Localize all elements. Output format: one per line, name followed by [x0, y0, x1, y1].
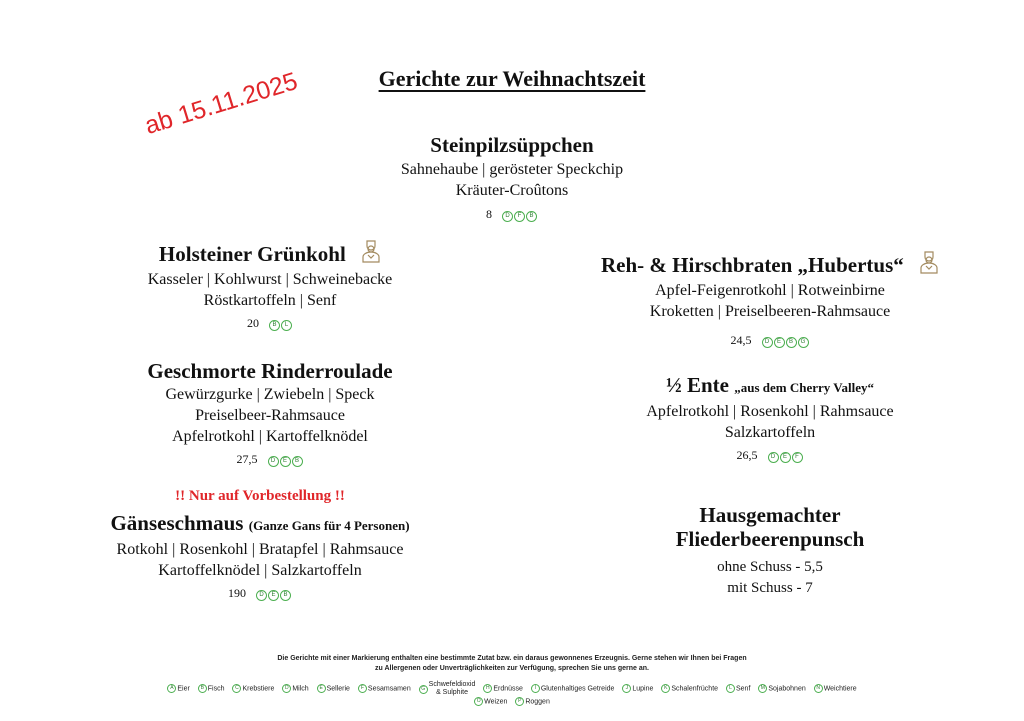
allergen-badge: A [167, 684, 176, 693]
dish-title-row [560, 373, 980, 400]
dish-line: Kräuter-Croûtons [455, 182, 569, 199]
legend-label: Fisch [207, 685, 225, 693]
dish-title-row [560, 250, 980, 279]
legend-label: Sojabohnen [768, 685, 806, 693]
allergen-badge: D [768, 452, 779, 463]
chef-icon [361, 239, 381, 268]
legend-item [758, 684, 805, 694]
dish-line: Preiselbeer-Rahmsauce [195, 407, 345, 424]
allergen-badge: P [515, 697, 524, 706]
date-stamp: ab 15.11.2025 [141, 67, 301, 141]
legend-label: Milch [292, 685, 309, 693]
allergen-badge: B [280, 590, 291, 601]
dish-title-row [40, 511, 480, 538]
allergen-badge: M [758, 684, 767, 693]
legend-label: Glutenhaltiges Getreide [540, 685, 615, 693]
legend-item [282, 684, 308, 694]
page-title: Gerichte zur Weihnachtszeit [378, 66, 646, 91]
allergen-badge: F [792, 452, 803, 463]
dish-line: Gewürzgurke | Zwiebeln | Speck [165, 386, 375, 403]
legend-item [483, 684, 523, 694]
drink-punsch [560, 503, 980, 599]
allergen-badge: B [292, 456, 303, 467]
legend-label: Senf [736, 685, 751, 693]
dish-line: Kasseler | Kohlwurst | Schweinebacke [147, 271, 393, 288]
legend-label: & Sulphite [436, 689, 468, 696]
legend-row [0, 681, 1024, 697]
allergen-badge: F [514, 211, 525, 222]
dish-price: 26,5 [736, 448, 758, 462]
dish-price-row [312, 206, 712, 223]
allergen-badge: B [786, 337, 797, 348]
allergen-badge: O [474, 697, 483, 706]
legend-item [232, 684, 274, 694]
legend-item [814, 684, 857, 694]
allergen-legend [0, 681, 1024, 708]
legend-label: Schwefeldioxid [428, 681, 476, 688]
dish-line: Kartoffelknödel | Salzkartoffeln [158, 562, 362, 579]
drink-option: ohne Schuss - 5,5 [717, 559, 823, 575]
allergen-badge: E [280, 456, 291, 467]
allergen-badge: H [483, 684, 492, 693]
allergen-badge: E [774, 337, 785, 348]
dish-price-row [60, 451, 480, 468]
allergen-badge: J [622, 684, 631, 693]
dish-title: Steinpilzsüppchen [430, 133, 594, 157]
dish-line: Röstkartoffeln | Senf [203, 292, 337, 309]
allergen-badges [762, 333, 810, 349]
dish-price: 24,5 [730, 333, 752, 347]
preorder-warning: !! Nur auf Vorbestellung !! [175, 488, 345, 504]
dish-title-note: „aus dem Cherry Valley“ [734, 380, 874, 395]
allergen-note-line: Die Gerichte mit einer Markierung enthalten eine bestimmte Zutat bzw. ein daraus gewonnenes Erzeugnis. Gerne stehen wir Ihnen bei Fragen [277, 655, 747, 662]
allergen-badge: I [531, 684, 540, 693]
dish-price-row [560, 447, 980, 464]
legend-item [167, 684, 189, 694]
allergen-badge: L [726, 684, 735, 693]
allergen-badge: D [282, 684, 291, 693]
allergen-badge: G [419, 685, 428, 694]
allergen-badges [268, 452, 304, 468]
legend-item [515, 697, 550, 707]
legend-row [0, 697, 1024, 708]
legend-item [358, 684, 411, 694]
allergen-badge: N [814, 684, 823, 693]
dish-title-row [60, 239, 480, 268]
allergen-badge: B [269, 320, 280, 331]
allergen-badges [502, 207, 538, 223]
legend-label: Schalenfrüchte [671, 685, 719, 693]
allergen-badge: F [358, 684, 367, 693]
allergen-badge: D [256, 590, 267, 601]
dish-title: Gänseschmaus [110, 511, 244, 535]
legend-item [622, 684, 653, 694]
allergen-badge: E [780, 452, 791, 463]
legend-item [531, 684, 615, 694]
legend-label: Krebstiere [242, 685, 275, 693]
allergen-badge: B [526, 211, 537, 222]
dish-price: 190 [228, 586, 246, 600]
dish-line: Apfel-Feigenrotkohl | Rotweinbirne [655, 282, 885, 299]
legend-item [317, 684, 350, 694]
dish-title: Geschmorte Rinderroulade [147, 359, 393, 383]
dish-hirschbraten [560, 250, 980, 349]
legend-item [474, 697, 507, 707]
dish-line: Apfelrotkohl | Rosenkohl | Rahmsauce [646, 403, 894, 420]
allergen-badge: K [661, 684, 670, 693]
dish-line: Salzkartoffeln [724, 424, 816, 441]
legend-label: Weichtiere [823, 685, 857, 693]
legend-label: Sellerie [326, 685, 350, 693]
allergen-badge: E [317, 684, 326, 693]
dish-ente [560, 373, 980, 464]
legend-label: Weizen [484, 698, 508, 706]
dish-title: Reh- & Hirschbraten „Hubertus“ [601, 253, 904, 277]
allergen-note [0, 654, 1024, 674]
drink-title: Fliederbeerenpunsch [675, 527, 865, 551]
drink-title: Hausgemachter [699, 503, 841, 527]
legend-label: Sesamsamen [367, 685, 411, 693]
dish-line: Rotkohl | Rosenkohl | Bratapfel | Rahmsauce [116, 541, 404, 558]
dish-line: Apfelrotkohl | Kartoffelknödel [172, 428, 368, 445]
legend-label: Lupine [632, 685, 654, 693]
allergen-badges [269, 316, 293, 332]
dish-price: 8 [486, 207, 492, 221]
legend-item [419, 681, 476, 697]
dish-price-row [560, 332, 980, 349]
allergen-badge: L [281, 320, 292, 331]
dish-title: Holsteiner Grünkohl [158, 242, 346, 266]
allergen-badge: D [268, 456, 279, 467]
allergen-badge: C [232, 684, 241, 693]
allergen-badge: E [268, 590, 279, 601]
legend-label: Roggen [525, 698, 550, 706]
legend-label: Erdnüsse [493, 685, 523, 693]
allergen-badge: G [798, 337, 809, 348]
dish-price: 27,5 [236, 452, 258, 466]
drink-option: mit Schuss - 7 [727, 580, 813, 596]
dish-gaenseschmaus [40, 488, 480, 602]
dish-gruenkohl [60, 239, 480, 332]
dish-price: 20 [247, 316, 259, 330]
dish-soup [312, 133, 712, 223]
dish-price-row [60, 315, 480, 332]
legend-label: Eier [177, 685, 190, 693]
legend-item [661, 684, 718, 694]
chef-icon [919, 250, 939, 279]
allergen-badges [256, 586, 292, 602]
dish-rinderroulade [60, 359, 480, 468]
allergen-note-line: zu Allergenen oder Unverträglichkeiten zur Verfügung, sprechen Sie uns gerne an. [375, 665, 649, 672]
legend-item [726, 684, 750, 694]
allergen-badge: B [198, 684, 207, 693]
dish-line: Sahnehaube | gerösteter Speckchip [400, 161, 624, 178]
dish-title-note: (Ganze Gans für 4 Personen) [248, 518, 410, 533]
dish-title: ½ Ente [666, 373, 729, 397]
allergen-badge: D [762, 337, 773, 348]
dish-line: Kroketten | Preiselbeeren-Rahmsauce [649, 303, 891, 320]
legend-item [198, 684, 225, 694]
allergen-badge: D [502, 211, 513, 222]
dish-price-row [40, 585, 480, 602]
allergen-badges [768, 448, 804, 464]
